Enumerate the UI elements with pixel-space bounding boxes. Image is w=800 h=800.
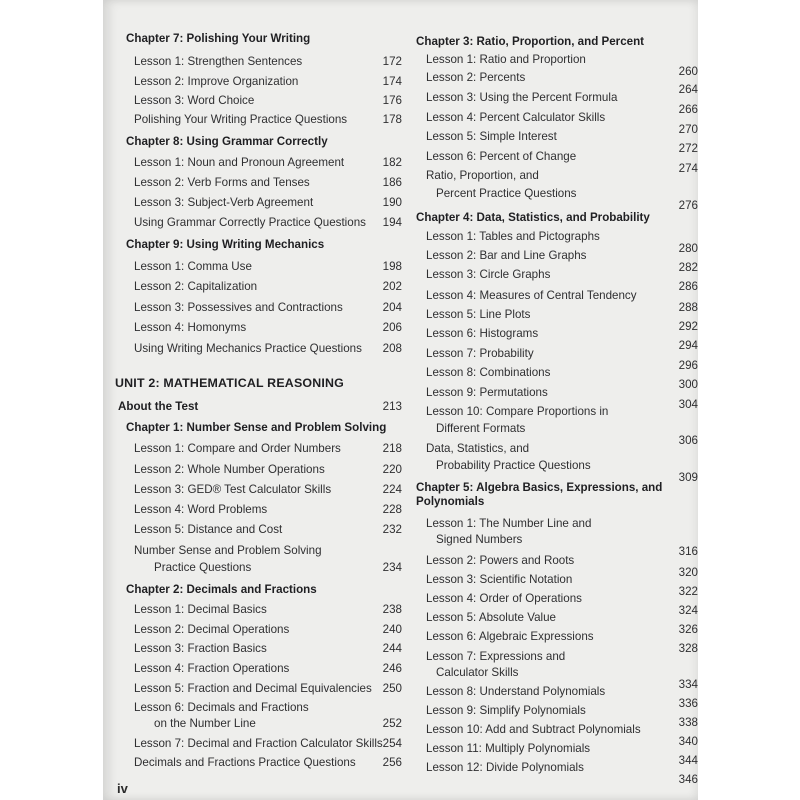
entry-title: Lesson 4: Order of Operations [426,592,582,605]
entry-title: Lesson 3: GED® Test Calculator Skills [134,483,332,496]
entry-page-number: 300 [678,378,698,391]
entry-title: Lesson 11: Multiply Polynomials [426,742,591,755]
entry-page-number: 228 [382,503,402,516]
entry-title: Data, Statistics, and [426,442,530,455]
entry-title: Different Formats [436,422,526,435]
entry-title: Lesson 2: Bar and Line Graphs [426,249,587,262]
entry-title: Lesson 4: Measures of Central Tendency [426,289,637,302]
entry-page-number: 246 [382,662,402,675]
entry-page-number: 224 [382,483,402,496]
entry-page-number: 276 [678,199,698,212]
toc-left-column [112,0,402,800]
chapter-title: Chapter 3: Ratio, Proportion, and Percent [416,35,645,48]
entry-page-number: 176 [382,94,402,107]
chapter-title: Polynomials [416,495,485,508]
entry-title: Lesson 7: Expressions and [426,650,566,663]
entry-title: Lesson 1: Noun and Pronoun Agreement [134,156,345,169]
entry-page-number: 172 [382,55,402,68]
chapter-title: Chapter 1: Number Sense and Problem Solving [126,421,387,434]
chapter-title: Chapter 2: Decimals and Fractions [126,583,317,596]
entry-page-number: 250 [382,682,402,695]
entry-page-number: 274 [678,162,698,175]
entry-title: Lesson 4: Word Problems [134,503,268,516]
entry-title: Lesson 5: Absolute Value [426,611,556,624]
entry-title: Lesson 2: Whole Number Operations [134,463,325,476]
entry-page-number: 190 [382,196,402,209]
entry-title: Lesson 5: Simple Interest [426,130,557,143]
entry-title: Lesson 3: Using the Percent Formula [426,91,618,104]
entry-page-number: 272 [678,142,698,155]
entry-title: Lesson 12: Divide Polynomials [426,761,584,774]
entry-page-number: 322 [678,585,698,598]
entry-title: Lesson 6: Decimals and Fractions [134,701,309,714]
entry-page-number: 186 [382,176,402,189]
entry-page-number: 202 [382,280,402,293]
entry-page-number: 218 [382,442,402,455]
entry-title: Ratio, Proportion, and [426,169,539,182]
entry-title: Lesson 1: Strengthen Sentences [134,55,303,68]
entry-page-number: 294 [678,339,698,352]
entry-title: Probability Practice Questions [436,459,591,472]
entry-page-number: 206 [382,321,402,334]
entry-title: Signed Numbers [436,533,523,546]
entry-title: Lesson 9: Simplify Polynomials [426,704,586,717]
entry-page-number: 256 [382,756,402,769]
entry-page-number: 286 [678,280,698,293]
entry-title: Lesson 2: Improve Organization [134,75,299,88]
entry-title: Lesson 4: Homonyms [134,321,247,334]
entry-title: Lesson 8: Combinations [426,366,551,379]
entry-title: Lesson 10: Compare Proportions in [426,405,609,418]
chapter-title: Chapter 5: Algebra Basics, Expressions, and [416,481,663,494]
entry-title: Lesson 5: Fraction and Decimal Equivalencies [134,682,372,695]
entry-title: Lesson 3: Fraction Basics [134,642,267,655]
entry-page-number: 306 [678,434,698,447]
entry-title: Using Writing Mechanics Practice Questions [134,342,362,355]
entry-title: Lesson 1: The Number Line and [426,517,592,530]
entry-page-number: 338 [678,716,698,729]
entry-page-number: 208 [382,342,402,355]
entry-page-number: 194 [382,216,402,229]
chapter-title: Chapter 9: Using Writing Mechanics [126,238,325,251]
page-number: iv [117,781,128,796]
entry-title: Lesson 1: Ratio and Proportion [426,53,586,66]
entry-page-number: 320 [678,566,698,579]
entry-title: Number Sense and Problem Solving [134,544,322,557]
entry-title: on the Number Line [154,717,256,730]
entry-page-number: 178 [382,113,402,126]
entry-title: Using Grammar Correctly Practice Questions [134,216,366,229]
entry-page-number: 213 [382,400,402,413]
entry-page-number: 344 [678,754,698,767]
entry-title: Lesson 1: Decimal Basics [134,603,267,616]
entry-page-number: 238 [382,603,402,616]
entry-page-number: 220 [382,463,402,476]
entry-title: Lesson 1: Comma Use [134,260,252,273]
entry-page-number: 288 [678,301,698,314]
toc-right-column [408,0,698,800]
entry-page-number: 296 [678,359,698,372]
entry-page-number: 270 [678,123,698,136]
entry-page-number: 280 [678,242,698,255]
entry-title: Lesson 10: Add and Subtract Polynomials [426,723,641,736]
entry-title: Lesson 2: Percents [426,71,526,84]
entry-page-number: 240 [382,623,402,636]
entry-title: Lesson 6: Algebraic Expressions [426,630,594,643]
entry-title: Lesson 3: Circle Graphs [426,268,551,281]
entry-page-number: 336 [678,697,698,710]
entry-page-number: 234 [382,561,402,574]
entry-page-number: 326 [678,623,698,636]
entry-title: Lesson 6: Percent of Change [426,150,577,163]
entry-page-number: 244 [382,642,402,655]
entry-page-number: 174 [382,75,402,88]
entry-title: Calculator Skills [436,666,519,679]
entry-title: Lesson 1: Compare and Order Numbers [134,442,341,455]
entry-title: Lesson 2: Verb Forms and Tenses [134,176,310,189]
entry-title: Practice Questions [154,561,252,574]
entry-title: About the Test [118,400,199,413]
entry-page-number: 266 [678,103,698,116]
entry-title: Decimals and Fractions Practice Questions [134,756,356,769]
entry-title: Lesson 4: Percent Calculator Skills [426,111,606,124]
entry-page-number: 204 [382,301,402,314]
entry-page-number: 324 [678,604,698,617]
entry-title: Lesson 2: Powers and Roots [426,554,575,567]
entry-page-number: 282 [678,261,698,274]
entry-page-number: 340 [678,735,698,748]
chapter-title: Chapter 7: Polishing Your Writing [126,32,311,45]
chapter-title: Chapter 8: Using Grammar Correctly [126,135,328,148]
entry-title: Lesson 1: Tables and Pictographs [426,230,600,243]
entry-title: Lesson 5: Line Plots [426,308,531,321]
entry-title: Lesson 3: Possessives and Contractions [134,301,343,314]
entry-page-number: 252 [382,717,402,730]
entry-title: Lesson 2: Capitalization [134,280,258,293]
entry-page-number: 260 [678,65,698,78]
entry-title: Lesson 3: Subject-Verb Agreement [134,196,314,209]
entry-title: Lesson 7: Probability [426,347,534,360]
entry-title: Lesson 8: Understand Polynomials [426,685,606,698]
entry-page-number: 334 [678,678,698,691]
entry-title: Lesson 3: Word Choice [134,94,255,107]
entry-page-number: 304 [678,398,698,411]
entry-title: Lesson 2: Decimal Operations [134,623,290,636]
entry-title: Lesson 4: Fraction Operations [134,662,290,675]
entry-page-number: 198 [382,260,402,273]
entry-page-number: 292 [678,320,698,333]
entry-title: Lesson 7: Decimal and Fraction Calculator Skills [134,737,383,750]
entry-page-number: 264 [678,83,698,96]
chapter-title: Chapter 4: Data, Statistics, and Probability [416,211,650,224]
unit-title: UNIT 2: MATHEMATICAL REASONING [115,376,345,390]
entry-page-number: 328 [678,642,698,655]
entry-title: Lesson 3: Scientific Notation [426,573,573,586]
entry-page-number: 182 [382,156,402,169]
entry-page-number: 346 [678,773,698,786]
entry-title: Polishing Your Writing Practice Questions [134,113,348,126]
entry-title: Percent Practice Questions [436,187,577,200]
entry-title: Lesson 5: Distance and Cost [134,523,283,536]
entry-page-number: 232 [382,523,402,536]
entry-title: Lesson 9: Permutations [426,386,548,399]
entry-page-number: 254 [382,737,402,750]
entry-page-number: 309 [678,471,698,484]
entry-page-number: 316 [678,545,698,558]
entry-title: Lesson 6: Histograms [426,327,539,340]
